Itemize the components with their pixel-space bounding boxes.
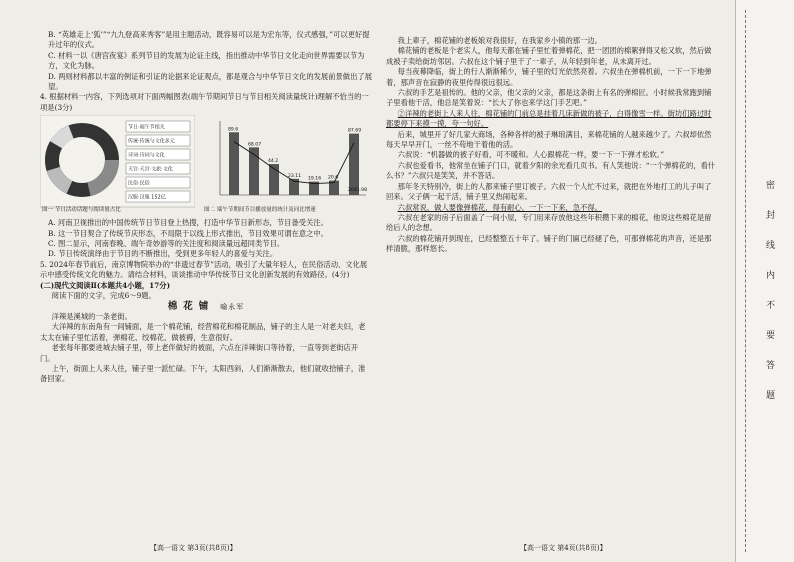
- gutter-label-6: 要: [764, 330, 774, 341]
- gutter-label-7: 答: [764, 360, 774, 371]
- donut-label-4: 天宫·天宫·文旅·文化: [128, 166, 173, 173]
- gutter-label-8: 题: [764, 390, 774, 401]
- donut-chart-svg: [40, 115, 195, 215]
- question-5: 5. 2024年春节前后，南京博物院举办的“非遗过春节”活动，吸引了大量年轻人，在民俗活动、文化展示中感受传统文化的魅力。请结合材料，谈谈推动中华传统节日文化创新发展的有效路径。(4分): [40, 259, 368, 280]
- right-para-11: 六叔在老家的房子后面盖了一间小屋，专门用来存放他这些年积攒下来的棉花，他说这些棉花是留给后人的念想。: [386, 212, 712, 233]
- gutter-label-1: 密: [764, 180, 774, 191]
- story-para-2: 大洋辣的东南角有一间铺面，是一个棉花铺，经营棉花和棉花制品，铺子的主人是一对老夫妇，老太太在铺子里忙活着，弹棉花、绞棉花、做被褥，生意很好。: [40, 322, 366, 342]
- donut-label-1: 节日·端午节相关: [128, 124, 165, 131]
- left-footer: 【高一语文 第3页(共8页)】: [150, 544, 237, 552]
- chart-area: [40, 115, 372, 215]
- right-para-7: 六叔说：“机器做的被子好看，可不暖和。人心跟棉花一样，要一下一下弹才松软。”: [397, 150, 665, 160]
- chart-caption-right: 图二 端午节期间节目播放量的统计及同比增速: [204, 207, 316, 214]
- bar-label-6: 20.6: [328, 175, 339, 181]
- right-para-8: 六叔也爱看书，他常坐在铺子门口，就着夕阳的余光看几页书。有人笑他说：“一个弹棉花的，看什么书？”六叔只是笑笑，并不答话。: [386, 160, 716, 181]
- gutter-label-2: 封: [764, 210, 774, 221]
- right-para-1: 我上辈子，棉花铺的老板娘对我很好，在我家乡小镇的那一边。: [397, 36, 602, 45]
- option-b-top: B. “英雄走上‘狐’”“九九登高来秀客”是用主题活动，既容易可以是为宏东等，仪式感强，”可以更好提升过年的仪式。: [48, 30, 370, 50]
- q4-option-a: A. 河南卫视推出的中国传统节日节目登上热搜，打造中华节日新形态，节目备受关注。: [48, 218, 328, 228]
- bar-label-extra: 2041.98: [348, 188, 367, 194]
- donut-label-3: 诗词·诗词与文化: [128, 152, 165, 159]
- chart-caption-left: 图一 节日活动话题与阅读量占比: [42, 207, 121, 214]
- story-para-1: 洋辣是溪城的一条老街。: [51, 311, 132, 321]
- bar-label-2: 68.07: [248, 142, 262, 148]
- bar-chart: [198, 115, 370, 215]
- bar-label-3: 44.2: [268, 159, 279, 165]
- right-para-3: 每当夜幕降临，街上的行人渐渐稀少，铺子里的灯光依然亮着。六叔坐在弹棉机前，一下一下地弹着，那声音在寂静的夜里传得很远很远。: [386, 67, 712, 87]
- donut-label-6: 汉服·汉服 152亿: [128, 194, 166, 201]
- bar-label-7: 87.69: [348, 128, 362, 134]
- q4-option-c: C. 图二显示，河南春晚、端午奇妙游等的关注度和阅读量远超同类节目。: [48, 239, 285, 249]
- story-title-line: [40, 302, 372, 312]
- bar-chart-svg: [198, 115, 370, 207]
- option-d-top: D. 两则材料都以丰富的例证和引证的论据来论证观点，都是观合与中华节日文化的发展前景做出了展望。: [48, 71, 372, 92]
- donut-label-5: 民俗·民俗: [128, 180, 150, 187]
- right-para-4: 六叔的手艺是祖传的。他的父亲，他父亲的父亲，都是这条街上有名的弹棉匠。小时候我常跑到铺子里看他干活，他总是笑着说：“长大了你也来学这门手艺吧。”: [386, 88, 712, 108]
- donut-label-2: 传统·传统与文化多元: [128, 138, 175, 145]
- q4-option-d: D. 节日传统演绎由于节目的不断推出，受到更多年轻人的喜爱与关注。: [48, 249, 278, 259]
- question-4: 4. 根据材料一内容，下列选项对下面两幅图表(端午节期间节日与节目相关阅读量统计)理解不恰当的一项是(3分): [40, 92, 369, 112]
- right-para-2: 棉花铺的老板是个老实人，他每天都在铺子里忙着弹棉花，把一团团的棉絮弹得又松又软，然后做成被子卖给街坊邻居。六叔在这个铺子里干了一辈子，从年轻到年老，从未离开过。: [386, 46, 712, 66]
- right-para-9: 那年冬天特别冷，街上的人都来铺子里订被子。六叔一个人忙不过来，就把在外地打工的儿子叫了回来。父子俩一起干活，铺子里又热闹起来。: [386, 181, 712, 202]
- reading-intro: 阅读下面的文字，完成6～9题。: [51, 291, 156, 301]
- donut-chart: [40, 115, 195, 215]
- right-page: [386, 36, 716, 255]
- bar-label-1: 89.6: [228, 127, 239, 133]
- right-para-6: 后来，城里开了好几家大商场，各种各样的被子琳琅满目，来棉花铺的人越来越少了。六叔却依然每天早早开门，一丝不苟地干着他的活。: [386, 129, 712, 150]
- story-para-3: 老张每年都要进城去铺子里，带上老伴做好的被面，六点在洋辣街口等待着，一直等到老街店开门。: [40, 343, 359, 363]
- gutter-label-4: 内: [764, 270, 774, 281]
- q4-option-b: B. 这一节目契合了传统节庆形态，不局限于以线上形式推出，节目效果可谓在意之中。: [48, 228, 328, 238]
- right-para-12: 六叔的棉花铺开到现在，已经整整五十年了。铺子的门匾已经褪了色，可那弹棉花的声音，还是那样清脆，那样悠长。: [386, 233, 712, 254]
- gutter-label-3: 线: [764, 240, 774, 251]
- section-heading: (二)现代文阅读Ⅱ(本题共4小题，17分): [40, 280, 171, 290]
- option-c-top: C. 材料一以《唐宫夜宴》系列节目的发展为论证主线，指出推动中华节日文化走向世界需要以节为方，文化为脉。: [48, 50, 365, 71]
- right-footer: 【高一语文 第4页(共8页)】: [520, 544, 607, 552]
- bar-7: [349, 134, 359, 195]
- left-page: [40, 30, 372, 385]
- story-author: 喻永军: [220, 302, 245, 311]
- story-title: 棉花铺: [167, 300, 215, 312]
- story-para-4: 上午，街面上人来人往，铺子里一派忙碌。下午，太阳西斜，人们渐渐散去，他们就收拾铺子，准备回家。: [40, 363, 366, 384]
- right-para-5: ②洋辣的老街上人来人往，棉花铺的门前总是挂着几床新做的被子，白得像雪一样。街坊们路过时都要停下来摸一摸，夸一句好。: [386, 108, 712, 129]
- right-para-10: 六叔常说，做人要像弹棉花，得有耐心，一下一下来，急不得。: [397, 202, 602, 212]
- gutter-label-5: 不: [764, 300, 774, 311]
- bar-label-5: 19.16: [308, 176, 322, 182]
- bar-label-4: 23.11: [288, 174, 302, 180]
- seal-line: [745, 10, 746, 552]
- binding-gutter: [735, 0, 794, 562]
